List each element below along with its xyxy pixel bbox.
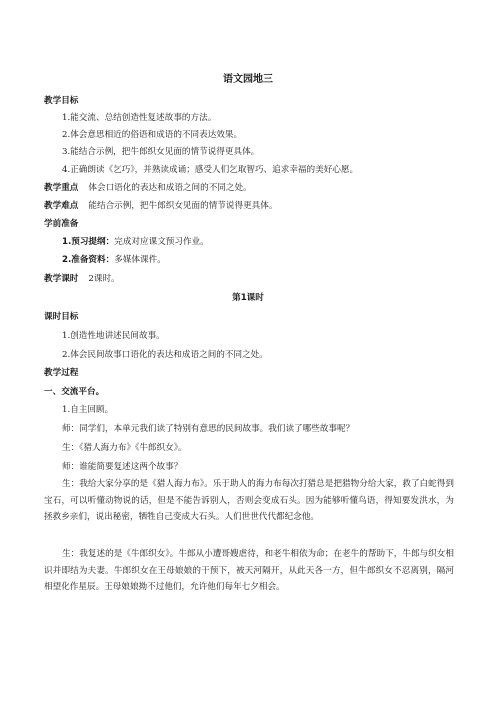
dialog-line-2: 生：《猎人海力布》《牛郎织女》。 xyxy=(62,443,187,453)
key-point-text: 体会口语化的表达和成语之间的不同之处。 xyxy=(88,183,252,193)
prep1-label: 1.预习提纲： xyxy=(62,237,115,247)
hours-text: 2课时。 xyxy=(88,274,120,284)
page-title: 语文园地三 xyxy=(223,74,273,85)
dialog-paragraph-4: 生：我给大家分享的是《猎人海力布》。乐于助人的海力布每次打猎总是把猎物分给大家，救了白蛇得到宝石，可以听懂动物说的话，但是不能告诉别人，否则会变成石头。因为能够听懂鸟语，得知要发洪水，为拯救乡亲们，说出秘密，牺牲自己变成大石头。人们世世代代都纪念他。 xyxy=(44,479,454,522)
lesson-goal-2: 2.体会民间故事口语化的表达和成语之间的不同之处。 xyxy=(62,350,268,360)
prep1-text: 完成对应课文预习作业。 xyxy=(114,237,209,247)
prep-item-2 xyxy=(62,254,454,266)
lesson-heading: 第1课时 xyxy=(232,293,264,303)
prep-item-1 xyxy=(62,236,454,248)
goal-3: 3.能结合示例，把牛郎织女见面的情节说得更具体。 xyxy=(62,147,260,157)
hours-label: 教学课时 xyxy=(44,274,79,284)
goal-1: 1.能交流、总结创造性复述故事的方法。 xyxy=(62,113,217,123)
prep2-label: 2.准备资料： xyxy=(62,255,115,265)
goals-heading: 教学目标 xyxy=(44,96,79,106)
goal-2: 2.体会意思相近的俗语和成语的不同表达效果。 xyxy=(62,130,243,140)
dialog-paragraph-5: 生：我复述的是《牛郎织女》。牛郎从小遭哥嫂虐待，和老牛相依为命；在老牛的帮助下，牛郎与织女相识并即结为夫妻。牛郎织女在王母娘娘的干预下，被天河隔开，从此天各一方，但牛郎织女不忍离别，隔河相望化作星辰。王母娘娘拗不过他们，允许他们每年七夕相会。 xyxy=(44,549,454,592)
prep2-text: 多媒体课件。 xyxy=(114,255,166,265)
dialog-line-3: 师：谁能简要复述这两个故事？ xyxy=(62,462,183,472)
review-item: 1.自主回顾。 xyxy=(62,405,114,415)
lesson-goals-heading: 课时目标 xyxy=(44,312,79,322)
lesson-goal-1: 1.创造性地讲述民间故事。 xyxy=(62,331,165,341)
hours-row xyxy=(44,273,454,285)
prep-heading: 学前准备 xyxy=(44,219,79,229)
difficulty-row xyxy=(44,200,454,212)
difficulty-text: 能结合示例，把牛郎织女见面的情节说得更具体。 xyxy=(88,201,278,211)
section-1-heading: 一、交流平台。 xyxy=(44,387,105,397)
process-heading: 教学过程 xyxy=(44,368,79,378)
key-point-label: 教学重点 xyxy=(44,183,79,193)
key-point-row xyxy=(44,182,454,194)
dialog-line-1: 师：同学们，本单元我们读了特别有意思的民间故事。我们读了哪些故事呢？ xyxy=(62,424,355,434)
goal-4: 4.正确朗读《乞巧》，并熟读成诵；感受人们乞取智巧、追求幸福的美好心愿。 xyxy=(62,165,359,175)
difficulty-label: 教学难点 xyxy=(44,201,79,211)
